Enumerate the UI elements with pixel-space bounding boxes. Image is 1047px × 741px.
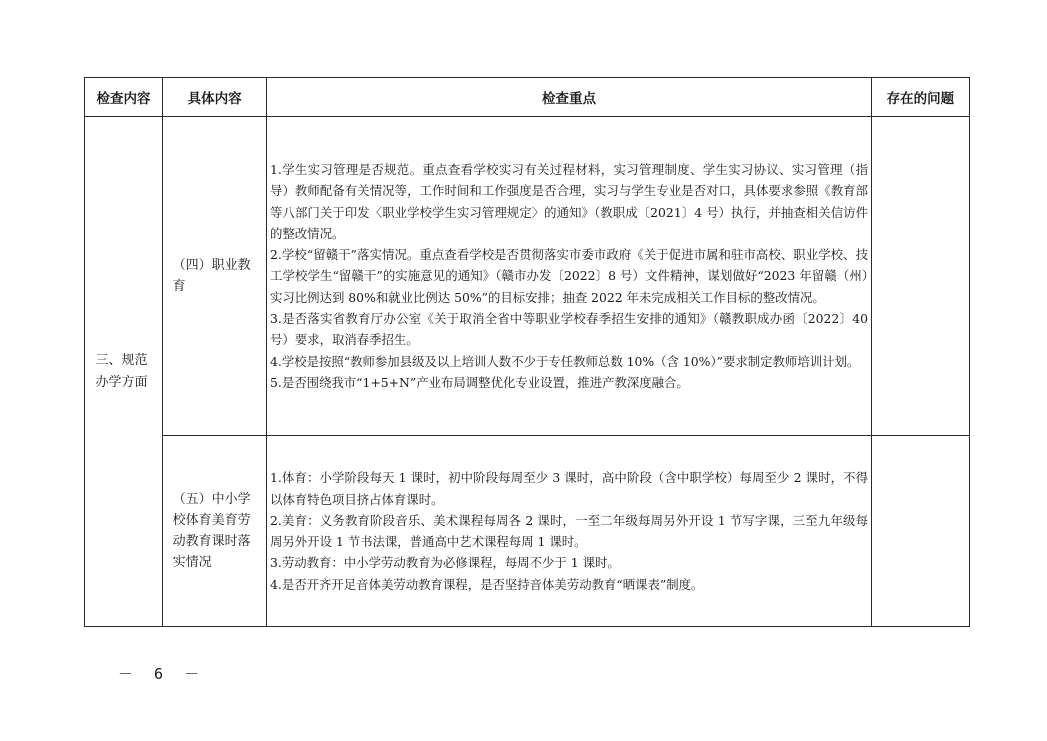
table-row [85,117,970,436]
key-points-cell [267,436,872,627]
inspection-table [84,77,970,627]
key-point: 1.体育：小学阶段每天 1 课时，初中阶段每周至少 3 课时，高中阶段（含中职学校）每周至少 2 课时，不得以体育特色项目挤占体育课时。 [270,470,869,507]
header-key-points: 检查重点 [267,78,872,117]
item-cell [163,436,267,627]
header-inspection-content: 检查内容 [85,78,163,117]
item-label: （四）职业教育 [172,258,251,295]
key-point: 5.是否围绕我市“1+5+N”产业布局调整优化专业设置，推进产教深度融合。 [270,374,689,390]
category-cell [85,117,163,627]
table-header-row [85,78,970,117]
table-row [85,436,970,627]
issue-cell [871,117,969,436]
item-cell [163,117,267,436]
issue-cell [871,436,969,627]
key-point: 2.学校“留赣干”落实情况。重点查看学校是否贯彻落实市委市政府《关于促进市属和驻市高校、职业学校、技工学校学生“留赣干”的实施意见的通知》（赣市办发〔2022〕8 号）文件精神，谋划做好“2023 年留赣（州）实习比例达到 80%和就业比例达 50%”的目标安排；抽查 2022 年未完成相关工作目标的整改情况。 [270,247,869,305]
key-point: 4.学校是按照“教师参加县级及以上培训人数不少于专任教师总数 10%（含 10%）”要求制定教师培训计划。 [270,353,860,369]
key-point: 3.是否落实省教育厅办公室《关于取消全省中等职业学校春季招生安排的通知》（赣教职成办函〔2022〕40 号）要求，取消春季招生。 [270,311,869,348]
category-label: 三、规范办学方面 [95,352,148,390]
key-points-cell [267,117,872,436]
key-point: 1.学生实习管理是否规范。重点查看学校实习有关过程材料，实习管理制度、学生实习协议、实习管理（指导）教师配备有关情况等，工作时间和工作强度是否合理，实习与学生专业是否对口，具体要求参照《教育部等八部门关于印发〈职业学校学生实习管理规定〉的通知》（教职成〔2021〕4 号）执行，并抽查相关信访件的整改情况。 [270,161,869,241]
key-point: 4.是否开齐开足音体美劳动教育课程，是否坚持音体美劳动教育“晒课表”制度。 [270,576,704,592]
key-point: 3.劳动教育：中小学劳动教育为必修课程，每周不少于 1 课时。 [270,555,620,571]
page-number: － 6 － [118,665,206,683]
key-point: 2.美育：义务教育阶段音乐、美术课程每周各 2 课时，一至二年级每周另外开设 1 节写字课，三至九年级每周另外开设 1 节书法课，普通高中艺术课程每周 1 课时。 [270,512,869,550]
item-label: （五）中小学校体育美育劳动教育课时落实情况 [172,492,251,571]
header-specific-content: 具体内容 [163,78,267,117]
header-issues: 存在的问题 [871,78,969,117]
